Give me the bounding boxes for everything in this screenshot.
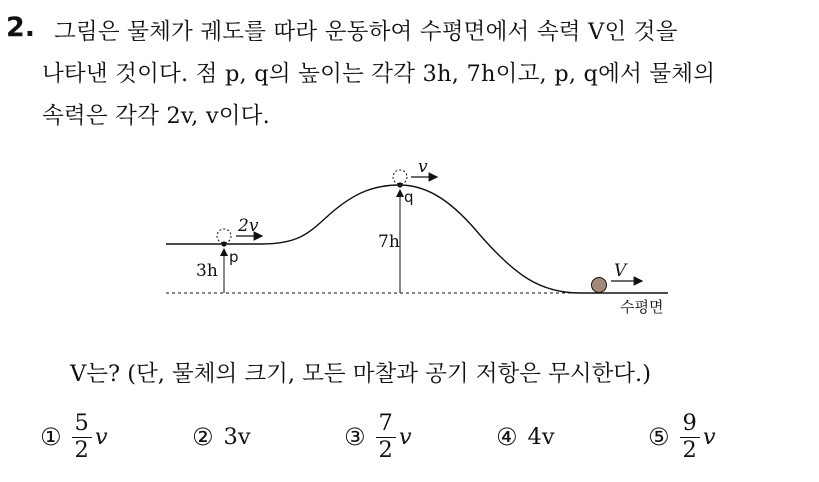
question-ask: V는? (단, 물체의 크기, 모든 마찰과 공기 저항은 무시한다.): [70, 361, 651, 387]
question-number: 2.: [6, 12, 36, 43]
track-curve: [166, 185, 668, 293]
choice-2-mark: ②: [192, 423, 214, 451]
choice-5-fraction: $\frac{9}{2}$: [680, 412, 700, 462]
choice-2-text: 3v: [223, 424, 251, 450]
choice-1-fraction: $\frac{5}{2}$: [72, 412, 92, 462]
choice-5-mark: ⑤: [648, 423, 670, 451]
choice-3[interactable]: ③ $\frac{7}{2}$ v: [344, 409, 412, 463]
label-q: q: [404, 188, 414, 206]
point-q-ghost: [393, 170, 407, 184]
label-2v: 2v: [238, 216, 259, 236]
question-text-line-1: 그림은 물체가 궤도를 따라 운동하여 수평면에서 속력 V인 것을: [54, 19, 678, 45]
label-V: V: [614, 261, 627, 281]
point-p-ghost: [217, 229, 231, 243]
label-3h: 3h: [196, 261, 218, 281]
choice-1-mark: ①: [40, 423, 62, 451]
choice-3-mark: ③: [344, 423, 366, 451]
choice-4-mark: ④: [496, 423, 518, 451]
label-v: v: [418, 157, 428, 177]
label-p: p: [229, 248, 239, 266]
choice-4-text: 4v: [527, 424, 555, 450]
choice-5[interactable]: ⑤ $\frac{9}{2}$ v: [648, 409, 716, 463]
question-text-line-3: 속력은 각각 2v, v이다.: [42, 103, 270, 129]
choice-2[interactable]: [192, 402, 251, 472]
point-p-dot: [221, 241, 226, 246]
choice-4[interactable]: [496, 402, 555, 472]
label-ground: 수평면: [620, 298, 664, 316]
choice-1[interactable]: ① $\frac{5}{2}$ v: [40, 409, 108, 463]
ball: [592, 278, 607, 293]
question-text-line-2: 나타낸 것이다. 점 p, q의 높이는 각각 3h, 7h이고, p, q에서 물체의: [42, 61, 716, 87]
label-7h: 7h: [378, 232, 400, 252]
choice-3-fraction: $\frac{7}{2}$: [376, 412, 396, 462]
point-q-dot: [397, 182, 402, 187]
